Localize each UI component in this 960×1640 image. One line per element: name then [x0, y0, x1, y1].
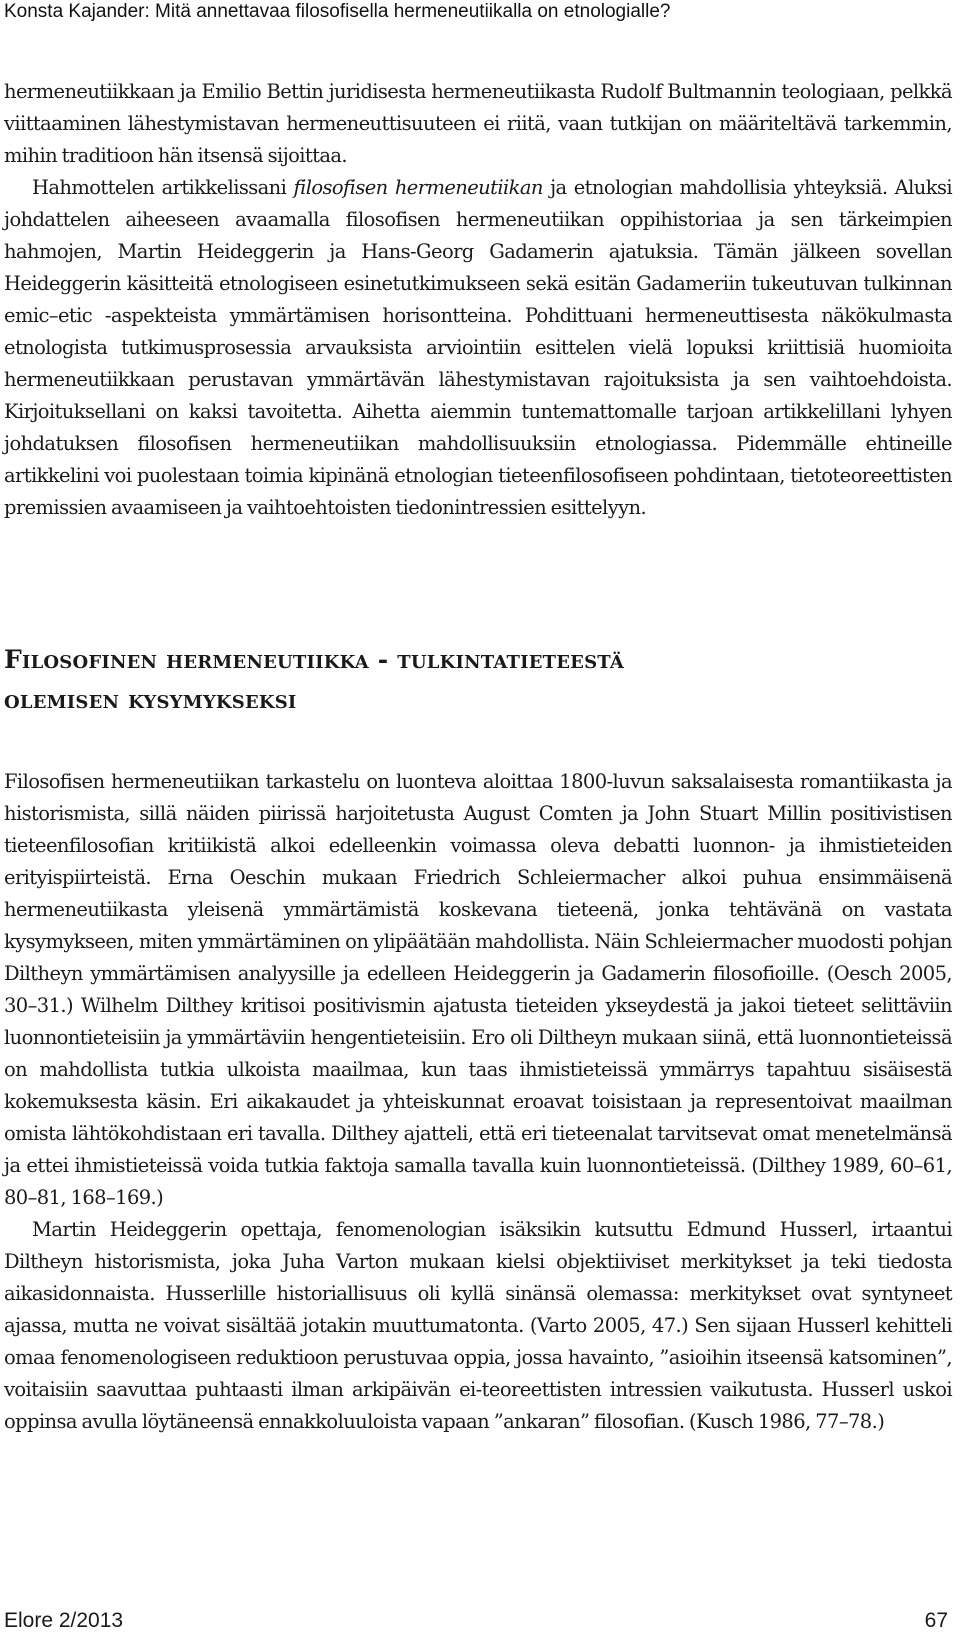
journal-issue: Elore 2/2013: [4, 1609, 124, 1632]
paragraph-husserl: Martin Heideggerin opettaja, fenomenologian isäksikin kutsuttu Edmund Husserl, irtaantui Diltheyn historismista, joka Juha Varton mukaan kielsi objektiiviset merkitykset ja teki tiedosta aikasidonnaista. Husserlille historiallisuus oli kyllä sinänsä olemassa: merkitykset ovat syntyneet ajassa, mutta ne voivat sisältää jotakin muuttumatonta. (Varto 2005, 47.) Sen sijaan Husserl kehitteli omaa fenomenologiseen reduktioon perustuvaa oppia, jossa havainto, ”asioihin itseensä katsominen”, voitaisiin saavuttaa puhtaasti ilman arkipäivän ei-teoreettisten intressien vaikutusta. Husserl uskoi oppinsa avulla löytäneensä ennakkoluuloista vapaan ”ankaran” filosofian. (Kusch 1986, 77–78.): [4, 1218, 952, 1433]
paragraph-text: ja etnologian mahdollisia yhteyksiä. Aluksi johdattelen aiheeseen avaamalla filosofisen hermeneutiikan oppihistoriaa ja sen tärkeimpien hahmojen, Martin Heideggerin ja Hans-Georg Gadamerin ajatuksia. Tämän jälkeen sovellan Heideggerin käsitteitä etnologiseen esinetutkimukseen sekä esitän Gadameriin tukeutuvan tulkinnan emic–etic -aspekteista ymmärtämisen horisontteina. Pohdittuani hermeneuttisesta näkökulmasta etnologista tutkimusprosessia arvauksista arviointiin esittelen vielä lopuksi kriittisiä huomioita hermeneutiikkaan perustavan ymmärtävän lähestymistavan rajoituksista ja sen vaihtoehdoista. Kirjoituksellani on kaksi tavoitetta. Aihetta aiemmin tuntemattomalle tarjoan artikkelillani lyhyen johdatuksen filosofisen hermeneutiikan mahdollisuuksiin etnologiassa. Pidemmälle ehtineille artikkelini voi puolestaan toimia kipinänä etnologian tieteenfilosofiseen pohdintaan, tietoteoreettisten premissien avaamiseen ja vaihtoehtoisten tiedonintressien esittelyyn.: [4, 176, 952, 519]
section-text-block: [4, 766, 952, 1438]
paragraph-text: Hahmottelen artikkelissani: [32, 176, 294, 199]
intro-text-block: [4, 76, 952, 524]
paragraph-continued: hermeneutiikkaan ja Emilio Bettin juridisesta hermeneutiikasta Rudolf Bultmannin teologiaan, pelkkä viittaaminen lähestymistavan hermeneuttisuuteen ei riitä, vaan tutkijan on määriteltävä tarkemmin, mihin traditioon hän itsensä sijoittaa.: [4, 80, 952, 167]
section-heading-line-1: Filosofinen hermeneutiikka - tulkintatieteestä: [4, 645, 625, 674]
section-heading-line-2: olemisen kysymykseksi: [4, 685, 297, 714]
emphasis-term: filosofisen hermeneutiikan: [293, 176, 543, 199]
running-head: Konsta Kajander: Mitä annettavaa filosofisella hermeneutiikalla on etnologialle?: [4, 1, 671, 22]
paragraph-history: Filosofisen hermeneutiikan tarkastelu on luonteva aloittaa 1800-luvun saksalaisesta romantiikasta ja historismista, sillä näiden piirissä harjoitetusta August Comten ja John Stuart Millin positivistisen tieteenfilosofian kritiikistä alkoi edelleenkin voimassa oleva debatti luonnon- ja ihmistieteiden erityispiirteistä. Erna Oeschin mukaan Friedrich Schleiermacher alkoi puhua ensimmäisenä hermeneutiikasta yleisenä ymmärtämistä koskevana tieteenä, jonka tehtävänä on vastata kysymykseen, miten ymmärtäminen on ylipäätään mahdollista. Näin Schleiermacher muodosti pohjan Diltheyn ymmärtämisen analyysille ja edelleen Heideggerin ja Gadamerin filosofioille. (Oesch 2005, 30–31.) Wilhelm Dilthey kritisoi positivismin ajatusta tieteiden ykseydestä ja jakoi tieteet selittäviin luonnontieteisiin ja ymmärtäviin hengentieteisiin. Ero oli Diltheyn mukaan siinä, että luonnontieteissä on mahdollista tutkia ulkoista maailmaa, kun taas ihmistieteissä ymmärrys tapahtuu sisäisestä kokemuksesta käsin. Eri aikakaudet ja yhteiskunnat eroavat toisistaan ja representoivat maailman omista lähtökohdistaan eri tavalla. Dilthey ajatteli, että eri tieteenalat tarvitsevat omat menetelmänsä ja ettei ihmistieteissä voida tutkia faktoja samalla tavalla kuin luonnontieteissä. (Dilthey 1989, 60–61, 80–81, 168–169.): [4, 770, 952, 1209]
page-number: 67: [924, 1609, 948, 1632]
page-footer: [4, 1608, 948, 1634]
section-heading: [4, 640, 952, 720]
paragraph-article-outline: [4, 172, 952, 524]
